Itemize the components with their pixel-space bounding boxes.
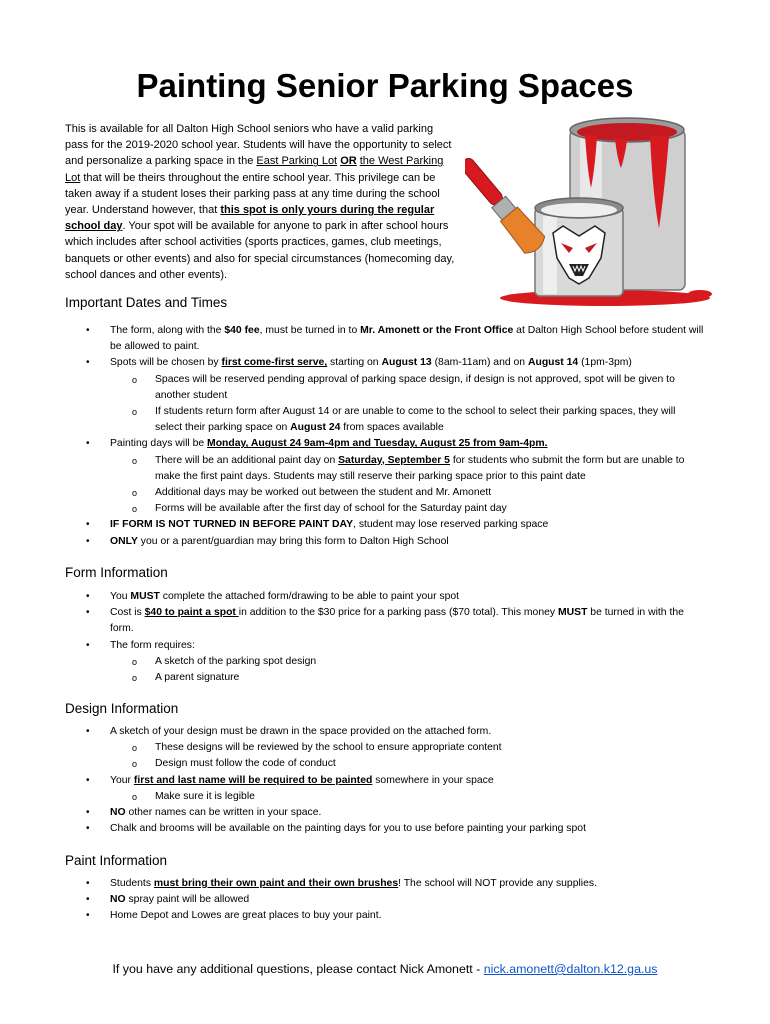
- list-item: • Your first and last name will be required to be painted somewhere in your space: [65, 773, 705, 789]
- list-item: • NO other names can be written in your space.: [65, 805, 705, 821]
- intro-paragraph: [65, 121, 455, 283]
- footer-contact: [0, 961, 770, 977]
- sub-list-item: o A sketch of the parking spot design: [65, 654, 705, 670]
- list-item: • The form, along with the $40 fee, must be turned in to Mr. Amonett or the Front Office at Dalton High School before student will be allowed to paint.: [65, 323, 705, 355]
- email-link[interactable]: nick.amonett@dalton.k12.ga.us: [483, 962, 658, 976]
- important-dates-heading: Important Dates and Times: [65, 295, 228, 310]
- list-item: • ONLY you or a parent/guardian may bring this form to Dalton High School: [65, 534, 705, 550]
- west-lot-text: the West Parking Lot: [65, 155, 444, 184]
- form-info-heading: Form Information: [65, 565, 168, 580]
- sub-list-item: o Forms will be available after the first day of school for the Saturday paint day: [65, 501, 705, 517]
- list-item: • The form requires:: [65, 638, 705, 654]
- sub-list-item: o There will be an additional paint day on Saturday, September 5 for students who submit the form but are unable to make the first paint days. Students may still reserve their parking space prior to this paint date: [65, 453, 705, 485]
- list-item: • Chalk and brooms will be available on the painting days for you to use before painting your parking spot: [65, 821, 705, 837]
- regular-day-emphasis: this spot is only yours during the regular school day: [65, 204, 435, 233]
- list-item: • Home Depot and Lowes are great places to buy your paint.: [65, 908, 705, 924]
- list-item: • Spots will be chosen by first come-first serve, starting on August 13 (8am-11am) and on August 14 (1pm-3pm): [65, 355, 705, 371]
- list-item: • Cost is $40 to paint a spot in addition to the $30 price for a parking pass ($70 total). This money MUST be turned in with the form.: [65, 605, 705, 637]
- list-item: • Painting days will be Monday, August 24 9am-4pm and Tuesday, August 25 from 9am-4pm.: [65, 436, 705, 452]
- form-info-list: [65, 589, 705, 686]
- design-info-heading: Design Information: [65, 701, 179, 716]
- paint-info-heading: Paint Information: [65, 853, 168, 868]
- paint-cans-brush-icon: [465, 108, 715, 308]
- intro-text-3: . Your spot will be available for anyone to park in after school hours which includes after school activities (sports practices, games, club meetings, banquets or other events) and also for special circumstances (homecoming day, school dances and other events).: [65, 220, 455, 281]
- east-lot-text: East Parking Lot: [256, 155, 338, 168]
- list-item: • You MUST complete the attached form/drawing to be able to paint your spot: [65, 589, 705, 605]
- list-item: • NO spray paint will be allowed: [65, 892, 705, 908]
- or-text: OR: [340, 155, 357, 168]
- footer-text: If you have any additional questions, please contact Nick Amonett -: [112, 962, 484, 976]
- page-title: Painting Senior Parking Spaces: [136, 67, 634, 104]
- list-item: • A sketch of your design must be drawn in the space provided on the attached form.: [65, 724, 705, 740]
- sub-list-item: o Spaces will be reserved pending approval of parking space design, if design is not approved, spot will be given to another student: [65, 372, 705, 404]
- sub-list-item: o If students return form after August 14 or are unable to come to the school to select their parking spaces, they will select their parking space on August 24 from spaces available: [65, 404, 705, 436]
- list-item: • IF FORM IS NOT TURNED IN BEFORE PAINT DAY, student may lose reserved parking space: [65, 517, 705, 533]
- intro-text-1: This is available for all Dalton High School seniors who have a valid parking pass for the 2019-2020 school year. Students will have the opportunity to select and personalize a parking space in the: [65, 123, 452, 168]
- sub-list-item: o These designs will be reviewed by the school to ensure appropriate content: [65, 740, 705, 756]
- sub-list-item: o Additional days may be worked out between the student and Mr. Amonett: [65, 485, 705, 501]
- sub-list-item: o Design must follow the code of conduct: [65, 756, 705, 772]
- intro-text-2: that will be theirs throughout the entire school year. This privilege can be taken away if a student loses their parking pass at any time during the school year. Understand however, that: [65, 171, 440, 217]
- sub-list-item: o A parent signature: [65, 670, 705, 686]
- important-dates-list: [65, 323, 705, 550]
- list-item: • Students must bring their own paint and their own brushes! The school will NOT provide any supplies.: [65, 876, 705, 892]
- design-info-list: [65, 724, 705, 837]
- paint-info-list: [65, 876, 705, 925]
- sub-list-item: o Make sure it is legible: [65, 789, 705, 805]
